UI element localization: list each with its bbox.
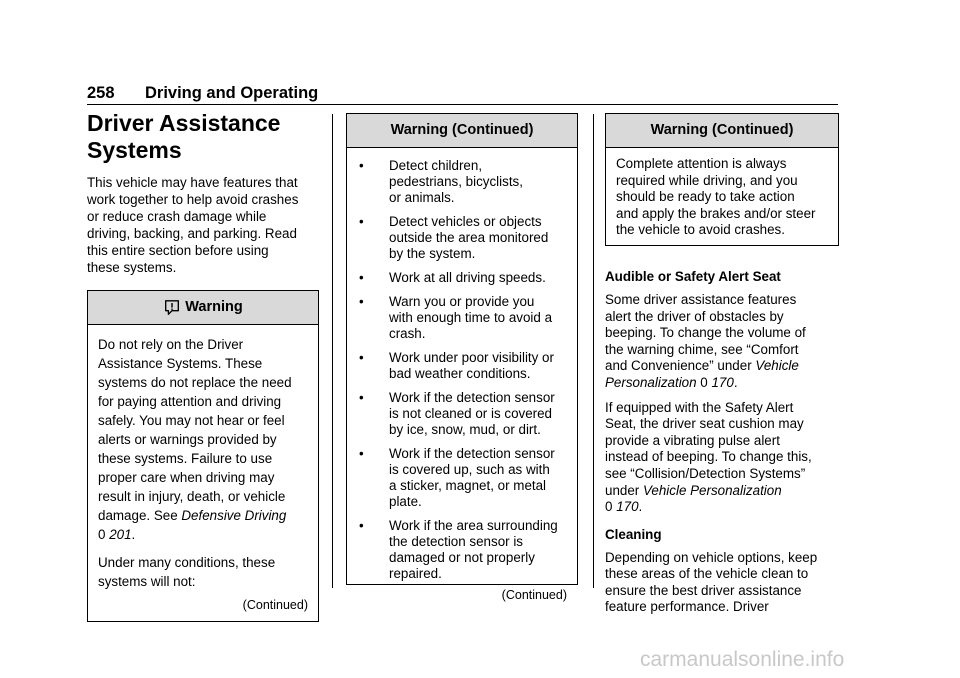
bullet-icon: •	[359, 446, 364, 461]
text-line: beeping. To change the volume of	[605, 325, 806, 341]
bullet-icon: •	[359, 270, 364, 285]
page-ref-icon: 0	[605, 499, 613, 515]
continued-label: (Continued)	[242, 598, 308, 612]
text-line: result in injury, death, or vehicle	[98, 489, 286, 504]
text-line: these areas of the vehicle clean to	[605, 566, 809, 582]
text-line: Work under poor visibility or	[389, 350, 554, 365]
list-item	[359, 446, 567, 510]
list-item	[359, 158, 567, 206]
page-reference: 170	[711, 374, 734, 390]
text-line: see “Collision/Detection Systems”	[605, 465, 806, 481]
continued-label: (Continued)	[501, 588, 567, 602]
cross-reference-cont: Personalization	[605, 374, 697, 390]
alert-seat-paragraph-2: If equipped with the Safety Alert Seat, the driver seat cushion may provide a vibrating pulse alert instead of beeping. To change this, see “Collision/Detection Systems” under Vehicle Personalization 0 170.	[605, 399, 812, 515]
list-item	[359, 390, 567, 438]
text-line: outside the area monitored	[389, 230, 549, 245]
text-line: the warning chime, see “Comfort	[605, 341, 799, 357]
cross-reference: Vehicle	[755, 358, 799, 374]
right-column	[605, 113, 839, 624]
text-line: If equipped with the Safety Alert	[605, 399, 794, 415]
page-header	[87, 84, 318, 103]
page-ref-icon: 0	[700, 374, 708, 390]
text-line: Work if the area surrounding	[389, 518, 558, 533]
cross-reference: Defensive Driving	[181, 508, 287, 523]
text-line: damaged or not properly	[389, 550, 535, 565]
text-line: by the system.	[389, 246, 476, 261]
heading-line-2: Systems	[87, 137, 182, 163]
list-item	[359, 270, 567, 286]
text-line: systems do not replace the need	[98, 375, 292, 390]
text-line: crash.	[389, 326, 426, 341]
text-line: this entire section before using	[87, 243, 269, 258]
text-line: This vehicle may have features that	[87, 175, 298, 190]
section-title: Driving and Operating	[145, 84, 319, 102]
alert-seat-paragraph-1: Some driver assistance features alert the driver of obstacles by beeping. To change the volume of the warning chime, see “Comfort and Convenience” under Vehicle Personalization 0 170.	[605, 291, 806, 390]
page-ref-icon: 0	[98, 527, 106, 542]
intro-paragraph	[87, 174, 322, 276]
text-line: feature performance. Driver	[605, 599, 769, 615]
text-line: repaired.	[389, 566, 442, 581]
text-line: the detection sensor is	[389, 534, 523, 549]
warning-continued-body	[347, 148, 577, 611]
subheading-cleaning: Cleaning	[605, 526, 662, 542]
warning-icon	[163, 299, 181, 317]
warning-box	[87, 290, 319, 622]
text-line: driving, backing, and parking. Read	[87, 226, 297, 241]
cleaning-paragraph	[605, 550, 839, 616]
text-line: Some driver assistance features	[605, 291, 797, 307]
text-line: Complete attention is always	[616, 156, 787, 171]
text-line: systems will not:	[98, 574, 196, 589]
text-line: ensure the best driver assistance	[605, 582, 802, 598]
text-line: or animals.	[389, 190, 455, 205]
text-line: the vehicle to avoid crashes.	[616, 222, 785, 238]
warning-continued-box	[346, 113, 578, 602]
text-line: work together to help avoid crashes	[87, 192, 299, 207]
text-line: Work if the detection sensor	[389, 446, 555, 461]
text-fragment: and Convenience” under	[605, 358, 756, 374]
bullet-icon: •	[359, 518, 364, 533]
bullet-icon: •	[359, 294, 364, 309]
text-line: Work at all driving speeds.	[389, 270, 546, 285]
text-line: Work if the detection sensor	[389, 390, 555, 405]
page-number: 258	[87, 84, 115, 102]
list-item	[359, 294, 567, 342]
column-divider-left	[332, 114, 333, 588]
warning-body	[88, 325, 318, 621]
text-fragment: under	[605, 482, 643, 498]
text-line: alert the driver of obstacles by	[605, 308, 784, 324]
text-line: for paying attention and driving	[98, 394, 282, 409]
text-line: required while driving, and you	[616, 172, 798, 188]
header-rule	[87, 104, 838, 105]
subheading-alert-seat: Audible or Safety Alert Seat	[605, 268, 781, 284]
list-item	[359, 350, 567, 382]
list-item	[359, 518, 567, 582]
warning-paragraph-2	[98, 553, 308, 591]
text-line: these systems.	[87, 260, 177, 275]
text-line: safely. You may not hear or feel	[98, 413, 285, 428]
text-line: a sticker, magnet, or metal	[389, 478, 547, 493]
text-line: alerts or warnings provided by	[98, 432, 277, 447]
text-line: Detect vehicles or objects	[389, 214, 542, 229]
warning-continued-header: Warning (Continued)	[347, 114, 577, 148]
text-line: Do not rely on the Driver	[98, 337, 244, 352]
left-column	[87, 110, 322, 622]
warning-header	[88, 291, 318, 325]
bullet-icon: •	[359, 390, 364, 405]
middle-column	[346, 113, 578, 602]
warning-continued-box-right	[605, 113, 839, 246]
text-line: these systems. Failure to use	[98, 451, 273, 466]
text-line: and apply the brakes and/or steer	[616, 205, 816, 221]
bullet-list	[359, 158, 567, 582]
text-line: is not cleaned or is covered	[389, 406, 553, 421]
page-reference: 170	[616, 499, 639, 515]
text-line: or reduce crash damage while	[87, 209, 267, 224]
text-line: Detect children,	[389, 158, 483, 173]
text-line: bad weather conditions.	[389, 366, 531, 381]
text-line: proper care when driving may	[98, 470, 275, 485]
warning-continued-header-right: Warning (Continued)	[606, 114, 838, 148]
text-line: is covered up, such as with	[389, 462, 550, 477]
watermark: carmanualsonline.info	[640, 648, 845, 671]
text-line: pedestrians, bicyclists,	[389, 174, 523, 189]
text-line: by ice, snow, mud, or dirt.	[389, 422, 541, 437]
see-text: damage. See	[98, 508, 182, 523]
bullet-icon: •	[359, 214, 364, 229]
cross-reference: Vehicle Personalization	[642, 482, 782, 498]
warning-continued-body-right	[606, 148, 838, 245]
text-line: provide a vibrating pulse alert	[605, 432, 780, 448]
page-reference: 201	[109, 527, 132, 542]
text-line: plate.	[389, 494, 422, 509]
warning-title: Warning	[185, 299, 243, 315]
text-line: instead of beeping. To change this,	[605, 449, 812, 465]
warning-attention-text	[616, 156, 828, 239]
text-line: should be ready to take action	[616, 189, 795, 205]
section-heading	[87, 110, 322, 164]
text-line: Depending on vehicle options, keep	[605, 549, 818, 565]
bullet-icon: •	[359, 350, 364, 365]
list-item	[359, 214, 567, 262]
bullet-icon: •	[359, 158, 364, 173]
text-line: Seat, the driver seat cushion may	[605, 416, 804, 432]
warning-paragraph-1: Do not rely on the Driver Assistance Systems. These systems do not replace the need for paying attention and driving safely. You may not hear or feel alerts or warnings provided by these systems. Failure to use proper care when driving may result in injury, death, or vehicle damage. See Defensive Driving 0 201.	[98, 337, 292, 542]
column-divider-right	[593, 114, 594, 588]
heading-line-1: Driver Assistance	[87, 110, 281, 136]
text-line: with enough time to avoid a	[389, 310, 553, 325]
text-line: Under many conditions, these	[98, 555, 276, 570]
text-line: Assistance Systems. These	[98, 356, 263, 371]
text-line: Warn you or provide you	[389, 294, 535, 309]
